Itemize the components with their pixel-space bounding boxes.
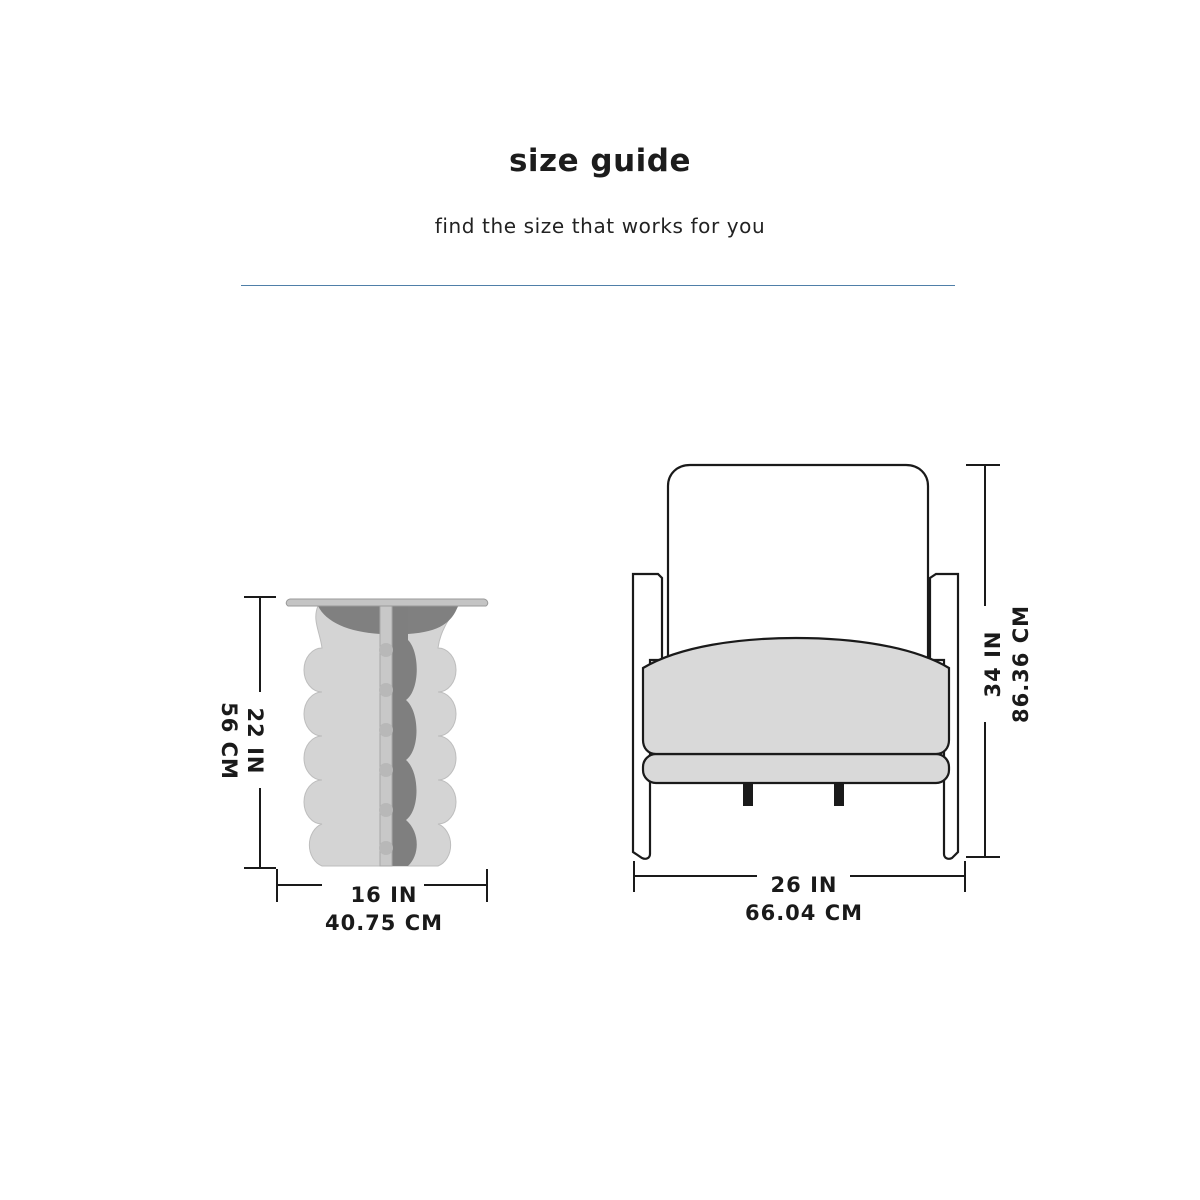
side-table-illustration	[286, 599, 487, 866]
armchair-illustration	[633, 465, 958, 859]
armchair-seat-cushion	[643, 638, 949, 754]
armchair-height-in: 34 IN	[981, 630, 1005, 698]
armchair-base-cushion	[643, 754, 949, 783]
side-table-width-cm: 40.75 CM	[324, 911, 444, 935]
side-table-height-cm: 56 CM	[217, 702, 241, 780]
side-table-width-in: 16 IN	[350, 883, 418, 907]
page-subtitle: find the size that works for you	[434, 214, 766, 238]
page-title: size guide	[508, 143, 692, 179]
side-table-top	[286, 599, 487, 606]
armchair-width-in: 26 IN	[770, 873, 838, 897]
side-table-height-in: 22 IN	[243, 707, 267, 775]
armchair-height-cm: 86.36 CM	[1009, 604, 1033, 724]
armchair-width-cm: 66.04 CM	[744, 901, 864, 925]
